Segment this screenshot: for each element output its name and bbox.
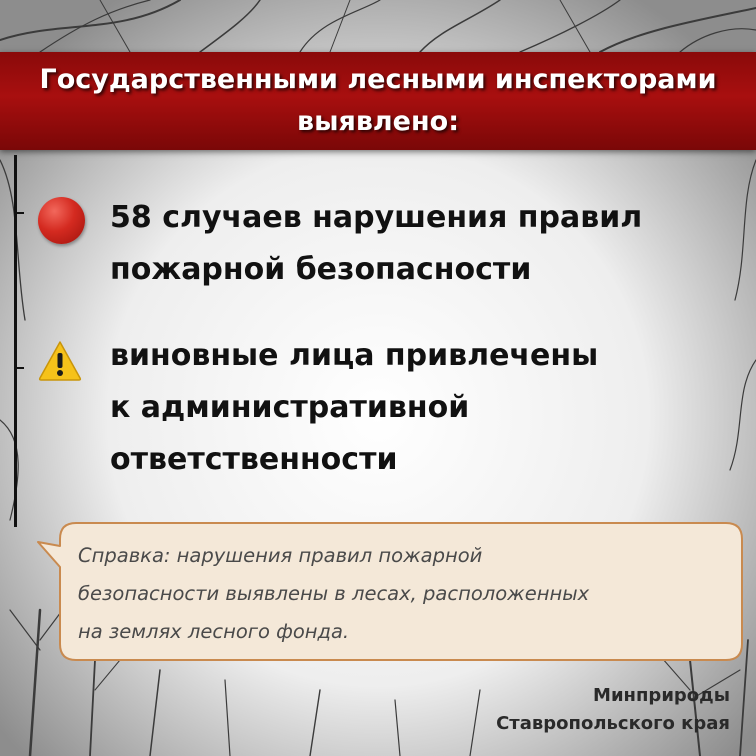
item-text-line: пожарной безопасности [110, 252, 532, 287]
item-text-line: виновные лица привлечены [110, 338, 599, 373]
credit-line-1: Минприроды [593, 685, 730, 706]
timeline-tick [14, 367, 24, 369]
warning-icon [38, 340, 82, 382]
item-text-line: 58 случаев нарушения правил [110, 200, 643, 235]
page-title-line-1: Государственными лесными инспекторами [39, 64, 717, 95]
red-circle-icon [38, 197, 85, 244]
source-credit [496, 682, 730, 738]
list-item [110, 192, 710, 296]
note-text [78, 537, 728, 651]
header-banner [0, 52, 756, 150]
note-line: безопасности выявлены в лесах, расположенных [78, 582, 590, 605]
note-line: на землях лесного фонда. [78, 620, 350, 643]
timeline-tick [14, 212, 24, 214]
page-title-line-2: выявлено: [296, 106, 459, 137]
note-line: Справка: нарушения правил пожарной [78, 544, 483, 567]
credit-line-2: Ставропольского края [496, 713, 730, 734]
item-text-line: ответственности [110, 442, 398, 477]
timeline-line [14, 155, 17, 527]
list-item [110, 330, 710, 486]
item-text-line: к административной [110, 390, 470, 425]
page-title [13, 59, 743, 143]
